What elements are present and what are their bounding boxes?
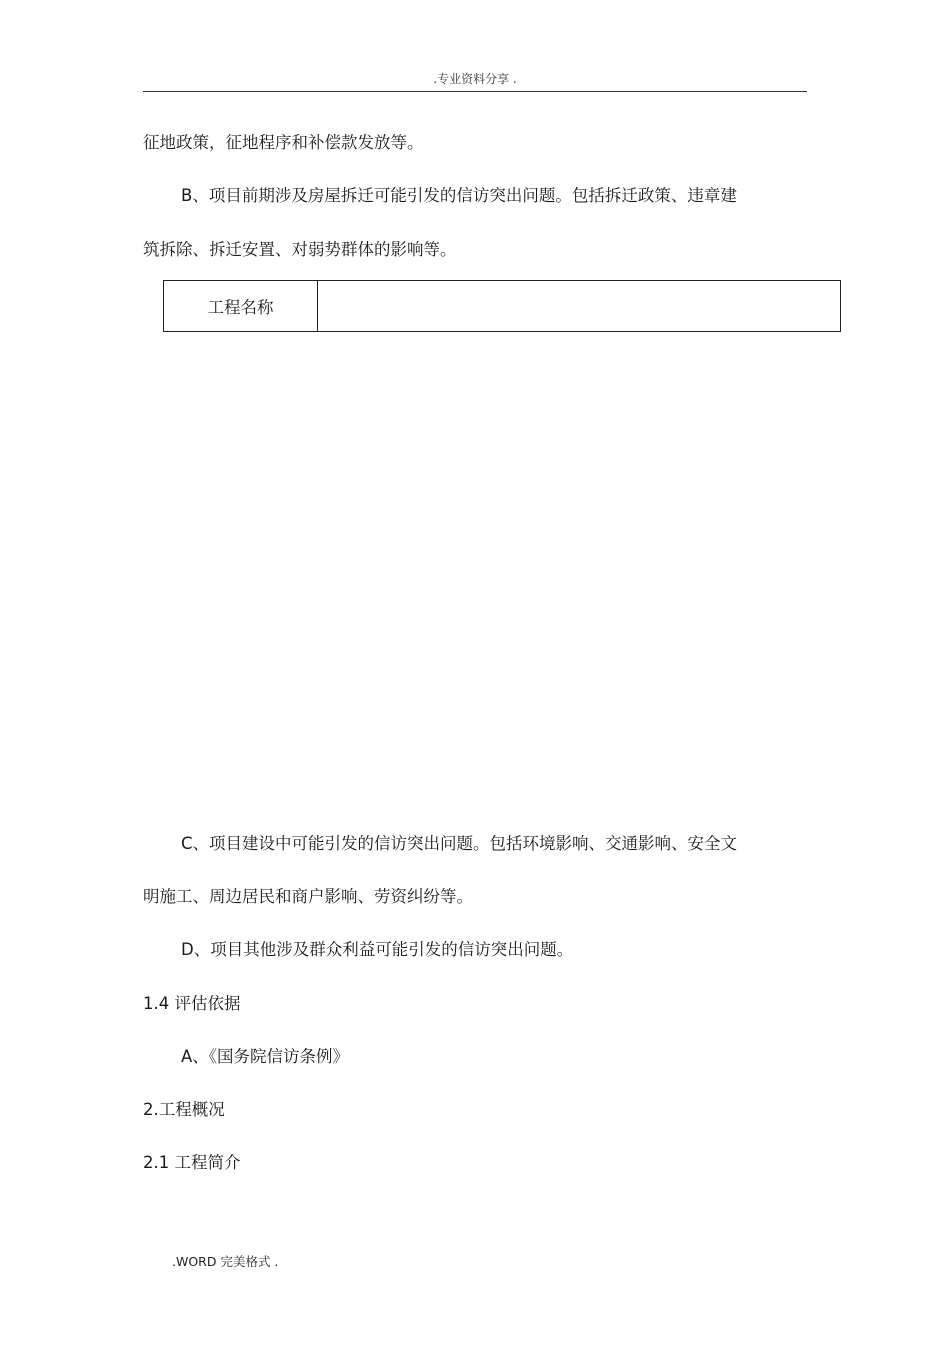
paragraph-d: D、项目其他涉及群众利益可能引发的信访突出问题。 (181, 940, 574, 959)
paragraph-b-line-1: B、项目前期涉及房屋拆迁可能引发的信访突出问题。包括拆迁政策、违章建 (181, 186, 737, 205)
heading-2-1: 2.1 工程简介 (143, 1153, 241, 1172)
page-footer: .WORD 完美格式 . (172, 1254, 279, 1269)
paragraph-c-line-1: C、项目建设中可能引发的信访突出问题。包括环境影响、交通影响、安全文 (181, 834, 738, 853)
item-a-regulation: A、《国务院信访条例》 (181, 1047, 350, 1066)
heading-2: 2.工程概况 (143, 1100, 225, 1119)
project-name-table (163, 280, 841, 332)
header-rule (143, 91, 807, 92)
text-line-land-policy: 征地政策，征地程序和补偿款发放等。 (143, 133, 424, 152)
paragraph-b-line-2: 筑拆除、拆迁安置、对弱势群体的影响等。 (143, 240, 457, 259)
project-name-label: 工程名称 (164, 281, 318, 332)
table-row (164, 281, 841, 332)
page-header: .专业资料分享 . (433, 72, 517, 86)
heading-1-4: 1.4 评估依据 (143, 994, 241, 1013)
paragraph-c-line-2: 明施工、周边居民和商户影响、劳资纠纷等。 (143, 887, 473, 906)
project-name-value (318, 281, 841, 332)
